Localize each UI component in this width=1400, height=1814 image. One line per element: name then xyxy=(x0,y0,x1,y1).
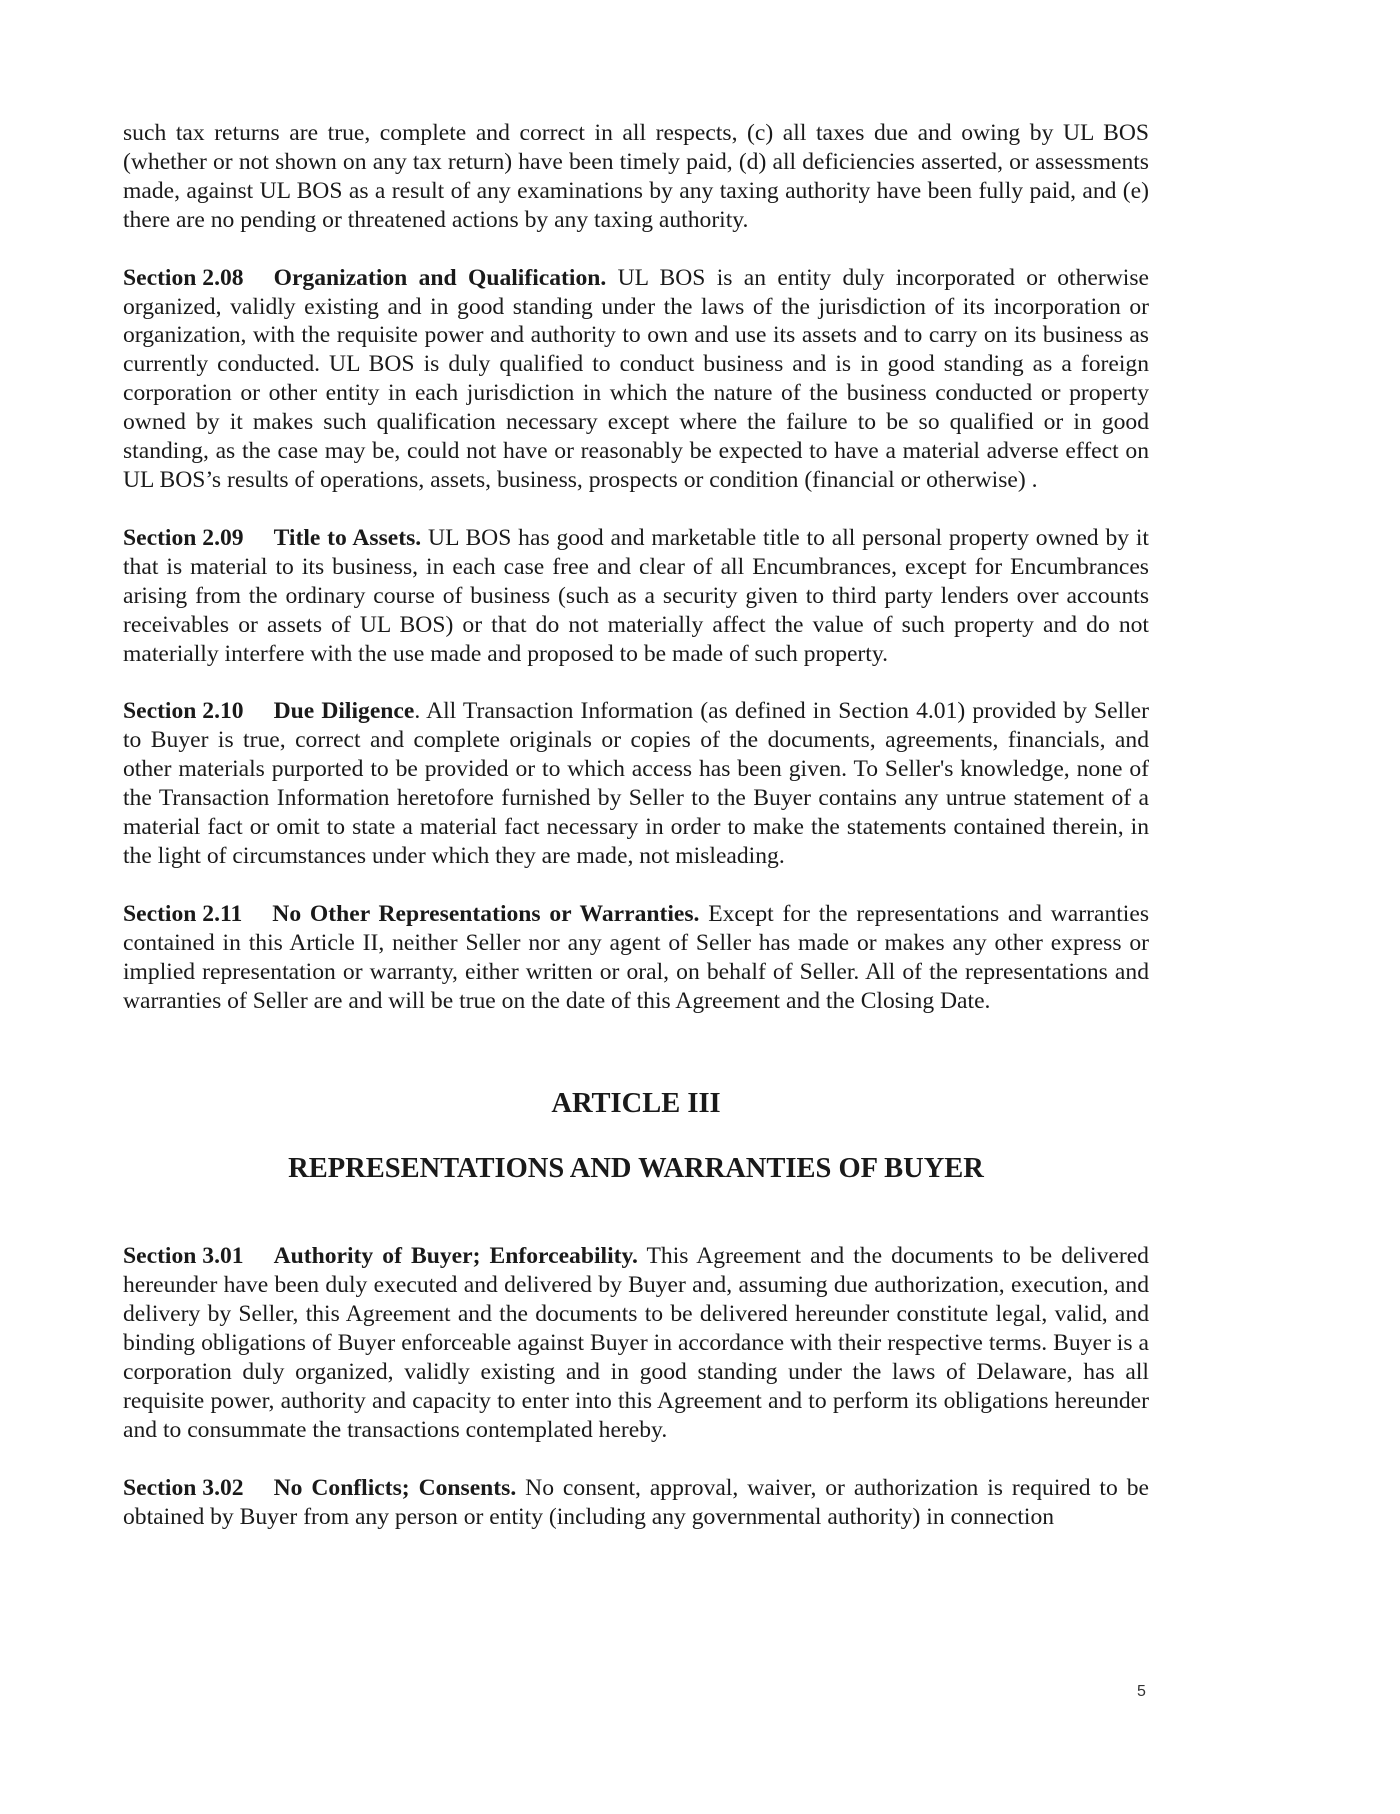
section-2-09 xyxy=(123,524,1149,669)
section-number: Section 3.02 xyxy=(123,1474,244,1501)
section-title: Due Diligence xyxy=(273,698,415,725)
page-number: 5 xyxy=(1137,1683,1146,1700)
section-2-10 xyxy=(123,697,1149,870)
section-3-02 xyxy=(123,1474,1149,1532)
section-number: Section 2.08 xyxy=(123,264,244,291)
section-2-11 xyxy=(123,900,1149,1016)
section-text: This Agreement and the documents to be delivered hereunder have been duly executed and delivered by Buyer and, assuming due authorization, execution, and delivery by Seller, this Agreement and the documents to be delivered hereunder constitute legal, valid, and binding obligations of Buyer enforceable against Buyer in accordance with their respective terms. Buyer is a corporation duly organized, validly existing and in good standing under the laws of Delaware, has all requisite power, authority and capacity to enter into this Agreement and to perform its obligations hereunder and to consummate the transactions contemplated hereby. xyxy=(123,1243,1149,1443)
section-title: No Conflicts; Consents. xyxy=(273,1474,517,1501)
section-3-01 xyxy=(123,1242,1149,1444)
page-body xyxy=(123,119,1149,1561)
section-text: UL BOS is an entity duly incorporated or otherwise organized, validly existing and in good standing under the laws of the jurisdiction of its incorporation or organization, with the requisite power and authority to own and use its assets and to carry on its business as currently conducted. UL BOS is duly qualified to conduct business and is in good standing as a foreign corporation or other entity in each jurisdiction in which the nature of the business conducted or property owned by it makes such qualification necessary except where the failure to be so qualified or in good standing, as the case may be, could not have or reasonably be expected to have a material adverse effect on UL BOS’s results of operations, assets, business, prospects or condition (financial or otherwise) . xyxy=(123,264,1149,493)
section-text: Except for the representations and warranties contained in this Article II, neither Seller nor any agent of Seller has made or makes any other express or implied representation or warranty, either written or oral, on behalf of Seller. All of the representations and warranties of Seller are and will be true on the date of this Agreement and the Closing Date. xyxy=(123,900,1149,1014)
section-title: No Other Representations or Warranties. xyxy=(272,900,700,927)
article-number: ARTICLE III xyxy=(551,1088,721,1120)
intro-paragraph: such tax returns are true, complete and correct in all respects, (c) all taxes due and owing by UL BOS (whether or not shown on any tax return) have been timely paid, (d) all deficiencies asserted, or assessments made, against UL BOS as a result of any examinations by any taxing authority have been fully paid, and (e) there are no pending or threatened actions by any taxing authority. xyxy=(123,120,1149,233)
section-title: Title to Assets. xyxy=(273,524,422,551)
section-2-08 xyxy=(123,264,1149,495)
section-number: Section 2.10 xyxy=(123,698,244,725)
section-title: Authority of Buyer; Enforceability. xyxy=(273,1243,638,1270)
section-title: Organization and Qualification. xyxy=(273,264,607,291)
article-title: REPRESENTATIONS AND WARRANTIES OF BUYER xyxy=(288,1153,984,1185)
section-text: No consent, approval, waiver, or authorization is required to be obtained by Buyer from any person or entity (including any governmental authority) in connection xyxy=(123,1474,1149,1530)
section-text: UL BOS has good and marketable title to all personal property owned by it that is material to its business, in each case free and clear of all Encumbrances, except for Encumbrances arising from the ordinary course of business (such as a security given to third party lenders over accounts receivables or assets of UL BOS) or that do not materially affect the value of such property and do not materially interfere with the use made and proposed to be made of such property. xyxy=(123,524,1149,667)
section-number: Section 2.11 xyxy=(123,900,243,927)
section-number: Section 2.09 xyxy=(123,524,244,551)
section-number: Section 3.01 xyxy=(123,1243,244,1270)
section-text: . All Transaction Information (as defined in Section 4.01) provided by Seller to Buyer is true, correct and complete originals or copies of the documents, agreements, financials, and other materials purported to be provided or to which access has been given. To Seller's knowledge, none of the Transaction Information heretofore furnished by Seller to the Buyer contains any untrue statement of a material fact or omit to state a material fact necessary in order to make the statements contained therein, in the light of circumstances under which they are made, not misleading. xyxy=(123,698,1150,869)
